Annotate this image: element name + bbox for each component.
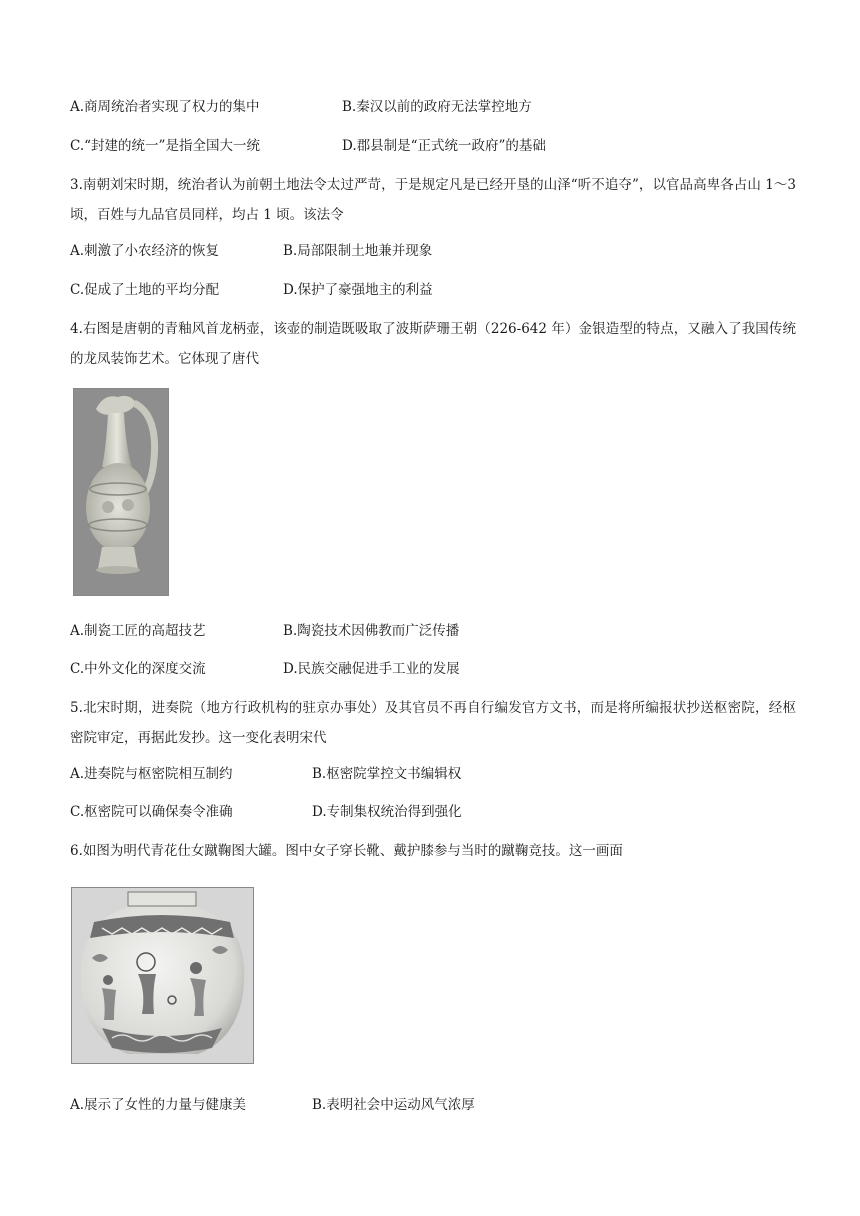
q6-option-a[interactable]: A.展示了女性的力量与健康美 — [70, 1097, 247, 1113]
q2-option-b[interactable]: B.秦汉以前的政府无法掌控地方 — [342, 99, 532, 115]
q4-option-c[interactable]: C.中外文化的深度交流 — [70, 661, 206, 677]
q3-option-c[interactable]: C.促成了土地的平均分配 — [70, 282, 220, 298]
q5-stem: 5.北宋时期，进奏院（地方行政机构的驻京办事处）及其官员不再自行编发官方文书，而是将所编报状抄送枢密院，经枢密院审定，再据此发抄。这一变化表明宋代 — [70, 700, 796, 746]
q5-option-b[interactable]: B.枢密院掌控文书编辑权 — [312, 766, 462, 782]
q5-option-a[interactable]: A.进奏院与枢密院相互制约 — [70, 766, 233, 782]
q2-option-d[interactable]: D.郡县制是“正式统一政府”的基础 — [342, 138, 546, 154]
q3-option-b[interactable]: B.局部限制土地兼并现象 — [283, 243, 433, 259]
q5-option-d[interactable]: D.专制集权统治得到强化 — [312, 804, 462, 820]
q3-stem: 3.南朝刘宋时期，统治者认为前朝土地法令太过严苛，于是规定凡是已经开垦的山泽“听不追夺”，以官品高卑各占山 1～3 顷，百姓与九品官员同样，均占 1 顷。该法令 — [70, 177, 796, 223]
q3-option-d[interactable]: D.保护了豪强地主的利益 — [283, 282, 433, 298]
ming-cuju-jar-image — [71, 887, 254, 1064]
q4-option-a[interactable]: A.制瓷工匠的高超技艺 — [70, 623, 206, 639]
tang-celadon-ewer-image — [73, 388, 169, 596]
q6-option-b[interactable]: B.表明社会中运动风气浓厚 — [312, 1097, 475, 1113]
q2-option-c[interactable]: C.“封建的统一”是指全国大一统 — [70, 138, 260, 154]
q6-stem: 6.如图为明代青花仕女蹴鞠图大罐。图中女子穿长靴、戴护膝参与当时的蹴鞠竞技。这一画面 — [70, 843, 623, 859]
q3-option-a[interactable]: A.刺激了小农经济的恢复 — [70, 243, 220, 259]
q4-option-b[interactable]: B.陶瓷技术因佛教而广泛传播 — [283, 623, 460, 639]
q2-option-a[interactable]: A.商周统治者实现了权力的集中 — [70, 99, 260, 115]
q4-stem: 4.右图是唐朝的青釉风首龙柄壶，该壶的制造既吸取了波斯萨珊王朝（226-642 年）金银造型的特点，又融入了我国传统的龙凤装饰艺术。它体现了唐代 — [70, 321, 796, 367]
q4-option-d[interactable]: D.民族交融促进手工业的发展 — [283, 661, 460, 677]
q5-option-c[interactable]: C.枢密院可以确保奏令准确 — [70, 804, 233, 820]
